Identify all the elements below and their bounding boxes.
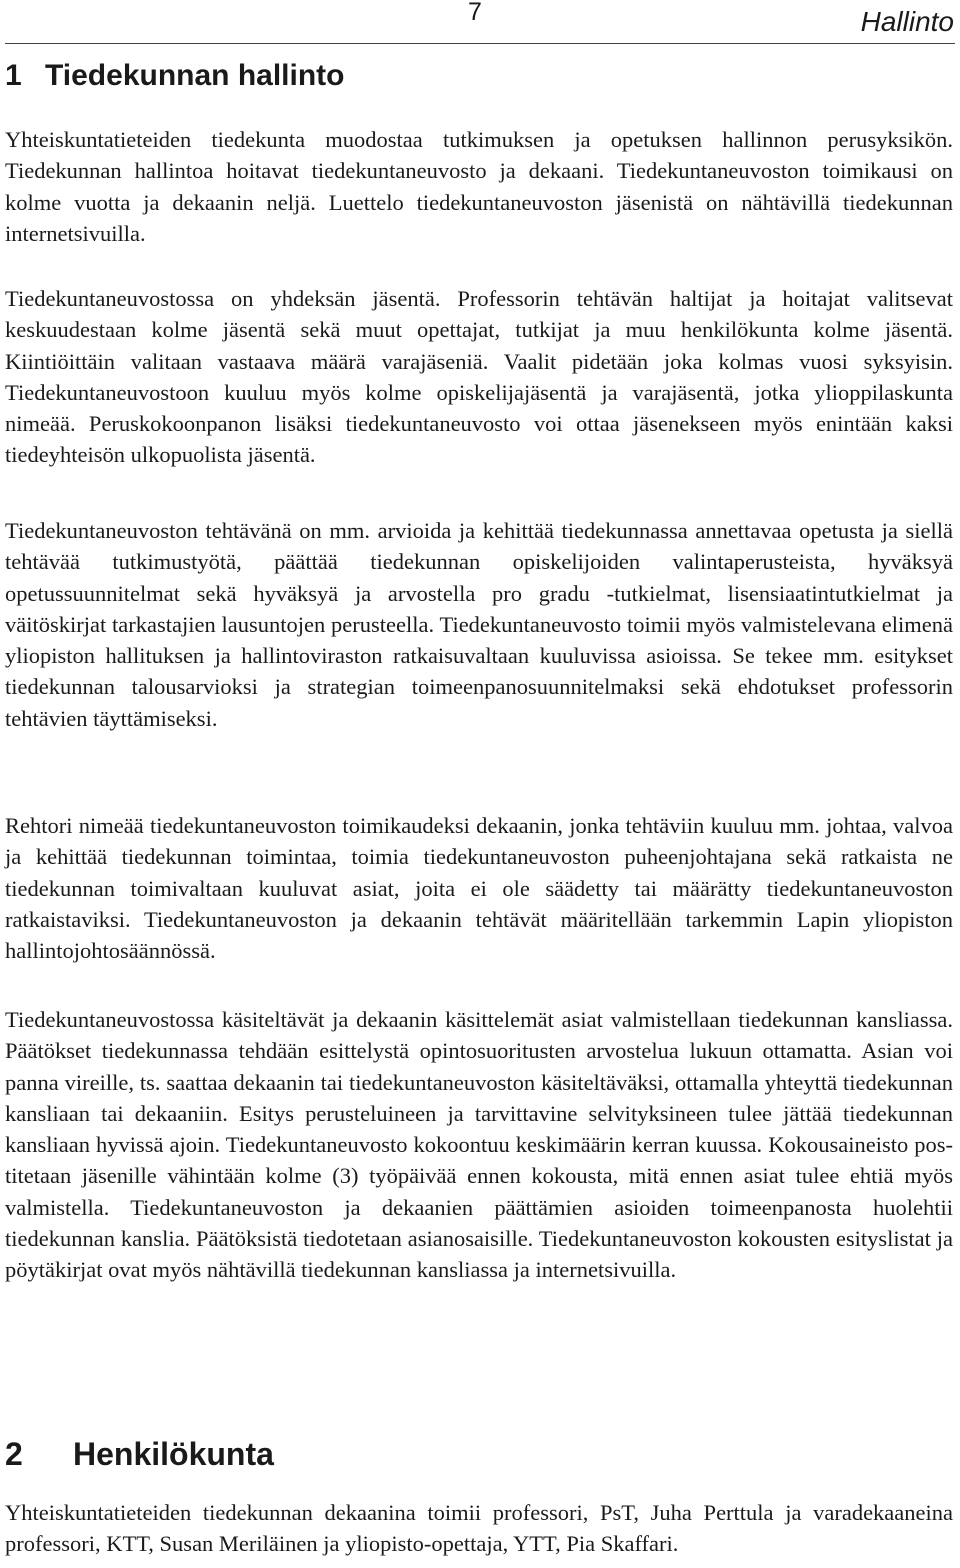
running-header [0,0,960,44]
section-title: Tiedekunnan hallinto [45,59,345,92]
paragraph: Tiedekuntaneuvoston tehtävänä on mm. arvioida ja kehittää tiedekunnassa annettavaa opetusta ja siellä tehtävää tutkimustyötä, päättää tiedekunnan opiskelijoiden valintaperusteista, hyväksyä opetussuunnitelmat sekä hyväksyä ja arvostella pro gradu -tutkielmat, lisensiaatintutkielmat ja väitöskirjat tarkastajien lausuntojen perusteella. Tiedekuntaneuvosto toimii myös valmistelevana elimenä yliopiston hallituksen ja hallintoviraston ratkaisuvaltaan kuuluvissa asioissa. Se tekee mm. esitykset tiedekunnan talousarvioksi ja strategian toimeenpanosuunnitelmaksi sekä ehdotukset professorin tehtävien täyttämiseksi. [5,518,953,731]
section-title: Henkilökunta [73,1436,274,1472]
section-number: 2 [5,1436,23,1472]
paragraph: Tiedekuntaneuvostossa käsiteltävät ja dekaanin käsittelemät asiat valmistellaan tiedekunnan kansliassa. Päätökset tiedekunnassa tehdään esittelystä opintosuoritusten arvostelua lukuun ottamatta. Asian voi panna vireille, ts. saattaa dekaanin tai tiedekuntaneuvoston käsiteltäväksi, ottamalla yhteyttä tiedekunnan kansliaan tai dekaaniin. Esitys perusteluineen ja tarvittavine selvityksineen tulee jättää tiedekunnan kansliaan hyvissä ajoin. Tiedekuntaneuvosto kokoontuu keskimäärin kerran kuussa. Kokousaineisto postitetaan jäsenille vähintään kolme (3) työpäivää ennen kokousta, mitä ennen asiat tulee ehtiä myös valmistella. Tiedekuntaneuvoston ja dekaanien päättämien asioiden toimeenpanosta huolehtii tiedekunnan kanslia. Päätöksistä tiedotetaan asianosaisille. Tiedekuntaneuvoston kokousten esityslistat ja pöytäkirjat ovat myös nähtävillä tiedekunnan kansliassa ja internetsivuilla. [5,1007,953,1283]
section-heading-hallinto [5,58,344,94]
section-heading-henkilokunta [5,1434,274,1474]
paragraph: Yhteiskuntatieteiden tiedekunnan dekaanina toimii professori, PsT, Juha Perttula ja varadekaaneina professori, KTT, Susan Meriläinen ja yliopisto-opettaja, YTT, Pia Skaffari. [5,1500,953,1557]
running-title: Hallinto [860,6,954,37]
section-number: 1 [5,59,22,92]
header-rule [5,43,955,44]
page-number: 7 [468,0,482,26]
paragraph: Rehtori nimeää tiedekuntaneuvoston toimikaudeksi dekaanin, jonka tehtäviin kuuluu mm. johtaa, valvoa ja kehittää tiedekunnan toimintaa, toimia tiedekuntaneuvoston puheenjohtajana sekä ratkaista ne tiedekunnan toimivaltaan kuuluvat asiat, joita ei ole säädetty tai määrätty tiedekuntaneuvoston ratkaistaviksi. Tiedekuntaneuvoston ja dekaanin tehtävät määritellään tarkemmin Lapin yliopiston hallintojohtosäännössä. [5,813,953,964]
paragraph: Tiedekuntaneuvostossa on yhdeksän jäsentä. Professorin tehtävän haltijat ja hoitajat valitsevat keskuudestaan kolme jäsentä sekä muut opettajat, tutkijat ja muu henkilökunta kolme jäsentä. Kiintiöittäin valitaan vastaava määrä varajäseniä. Vaalit pidetään joka kolmas vuosi syksyisin. Tiedekuntaneuvostoon kuuluu myös kolme opiskelijajäsentä ja varajäsentä, jotka ylioppilaskunta nimeää. Peruskokoonpanon lisäksi tiedekuntaneuvosto voi ottaa jäsenekseen myös enintään kaksi tiedeyhteisön ulkopuolista jäsentä. [5,286,953,468]
paragraph: Yhteiskuntatieteiden tiedekunta muodostaa tutkimuksen ja opetuksen hallinnon perusyksikön. Tiedekunnan hallintoa hoitavat tiedekuntaneuvosto ja dekaani. Tiedekuntaneuvoston toimikausi on kolme vuotta ja dekaanin neljä. Luettelo tiedekuntaneuvoston jäsenistä on nähtävillä tiedekunnan internetsivuilla. [5,127,953,246]
